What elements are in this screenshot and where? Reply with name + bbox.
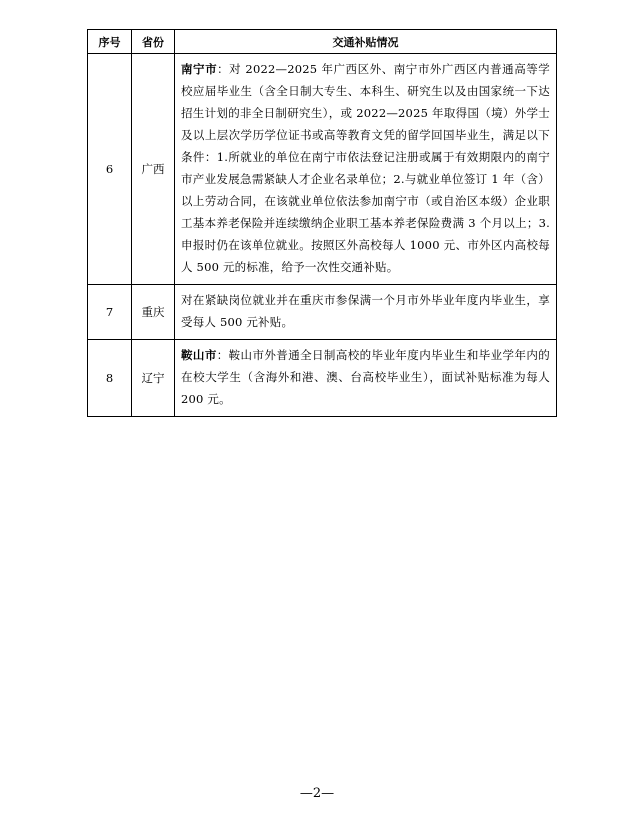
- detail-text: 对在紧缺岗位就业并在重庆市参保满一个月市外毕业年度内毕业生，享受每人 500 元补贴。: [181, 293, 550, 329]
- header-index: 序号: [88, 30, 132, 54]
- table-row: [88, 285, 557, 340]
- detail-text: ：鞍山市外普通全日制高校的毕业年度内毕业生和毕业学年内的在校大学生（含海外和港、澳、台高校毕业生），面试补贴标准为每人 200 元。: [181, 348, 550, 406]
- page-number: —2—: [299, 786, 335, 801]
- row-detail: [175, 340, 557, 417]
- row-detail: [175, 54, 557, 285]
- detail-text: ：对 2022—2025 年广西区外、南宁市外广西区内普通高等学校应届毕业生（含全日制大专生、本科生、研究生以及由国家统一下达招生计划的非全日制研究生），或 2022—2025 年取得国（境）外学士及以上层次学历学位证书或高等教育文凭的留学回国毕业生，满足以下条件：1.所就业的单位在南宁市依法登记注册或属于有效期限内的南宁市产业发展急需紧缺人才企业名录单位；2.与就业单位签订 1 年（含）以上劳动合同，在该就业单位依法参加南宁市（或自治区本级）企业职工基本养老保险并连续缴纳企业职工基本养老保险费满 3 个月以上；3.申报时仍在该单位就业。按照区外高校每人 1000 元、市外区内高校每人 500 元的标准，给予一次性交通补贴。: [181, 62, 550, 274]
- city-name: 鞍山市: [181, 348, 217, 362]
- header-detail: 交通补贴情况: [175, 30, 557, 54]
- row-index: 8: [88, 340, 132, 417]
- row-province: 广西: [132, 54, 175, 285]
- row-index: 7: [88, 285, 132, 340]
- row-province: 重庆: [132, 285, 175, 340]
- table-row: [88, 54, 557, 285]
- row-index: 6: [88, 54, 132, 285]
- table-header-row: [88, 30, 557, 54]
- row-detail: [175, 285, 557, 340]
- table-row: [88, 340, 557, 417]
- subsidy-table: [87, 29, 557, 417]
- subsidy-table-container: [87, 29, 556, 417]
- row-province: 辽宁: [132, 340, 175, 417]
- city-name: 南宁市: [181, 62, 218, 76]
- header-province: 省份: [132, 30, 175, 54]
